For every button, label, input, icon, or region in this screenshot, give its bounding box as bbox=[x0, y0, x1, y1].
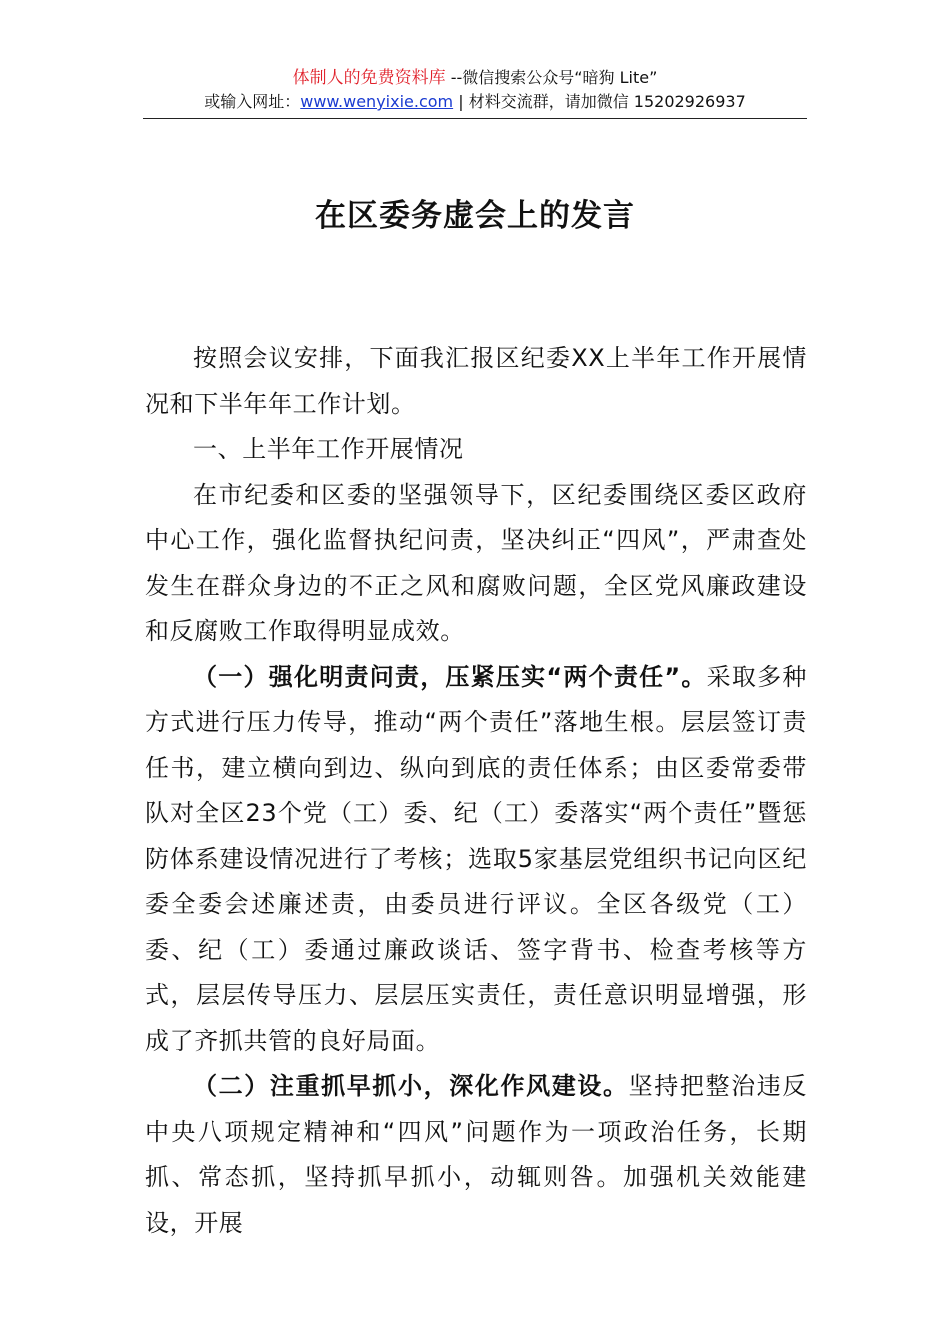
document-title: 在区委务虚会上的发言 bbox=[315, 198, 635, 234]
paragraph-2-text: 一、上半年工作开展情况 bbox=[193, 435, 464, 463]
paragraph-2 bbox=[145, 427, 807, 473]
paragraph-1 bbox=[145, 336, 807, 427]
paragraph-5-text: 坚持把整治违反中央八项规定精神和“四风”问题作为一项政治任务，长期抓、常态抓，坚持抓早抓小，动辄则咎。加强机关效能建设，开展 bbox=[145, 1072, 807, 1237]
paragraph-1-text: 按照会议安排，下面我汇报区纪委XX上半年工作开展情况和下半年年工作计划。 bbox=[145, 344, 807, 418]
paragraph-3 bbox=[145, 473, 807, 655]
header-line-1 bbox=[0, 66, 950, 90]
header-tagline: --微信搜索公众号“暗狗 Lite” bbox=[445, 68, 658, 87]
header-divider bbox=[143, 118, 807, 119]
document-body bbox=[145, 336, 807, 1246]
watermark-header bbox=[0, 66, 950, 114]
url-prefix: 或输入网址： bbox=[204, 92, 301, 111]
paragraph-4-text: 采取多种方式进行压力传导，推动“两个责任”落地生根。层层签订责任书，建立横向到边、纵向到底的责任体系；由区委常委带队对全区23个党（工）委、纪（工）委落实“两个责任”暨惩防体系建设情况进行了考核；选取5家基层党组织书记向区纪委全委会述廉述责，由委员进行评议。全区各级党（工）委、纪（工）委通过廉政谈话、签字背书、检查考核等方式，层层传导压力、层层压实责任，责任意识明显增强，形成了齐抓共管的良好局面。 bbox=[145, 662, 807, 1055]
paragraph-4 bbox=[145, 655, 807, 1065]
website-link[interactable]: www.wenyixie.com bbox=[300, 92, 454, 111]
brand-name: 体制人的免费资料库 bbox=[292, 68, 446, 88]
paragraph-5 bbox=[145, 1064, 807, 1246]
url-suffix: | 材料交流群，请加微信 15202926937 bbox=[453, 92, 746, 111]
header-line-2 bbox=[0, 90, 950, 114]
paragraph-4-heading: （一）强化明责问责，压紧压实“两个责任”。 bbox=[193, 662, 707, 691]
paragraph-3-text: 在市纪委和区委的坚强领导下，区纪委围绕区委区政府中心工作，强化监督执纪问责，坚决纠正“四风”，严肃查处发生在群众身边的不正之风和腐败问题，全区党风廉政建设和反腐败工作取得明显成效。 bbox=[145, 480, 807, 645]
paragraph-5-heading: （二）注重抓早抓小，深化作风建设。 bbox=[193, 1072, 629, 1100]
